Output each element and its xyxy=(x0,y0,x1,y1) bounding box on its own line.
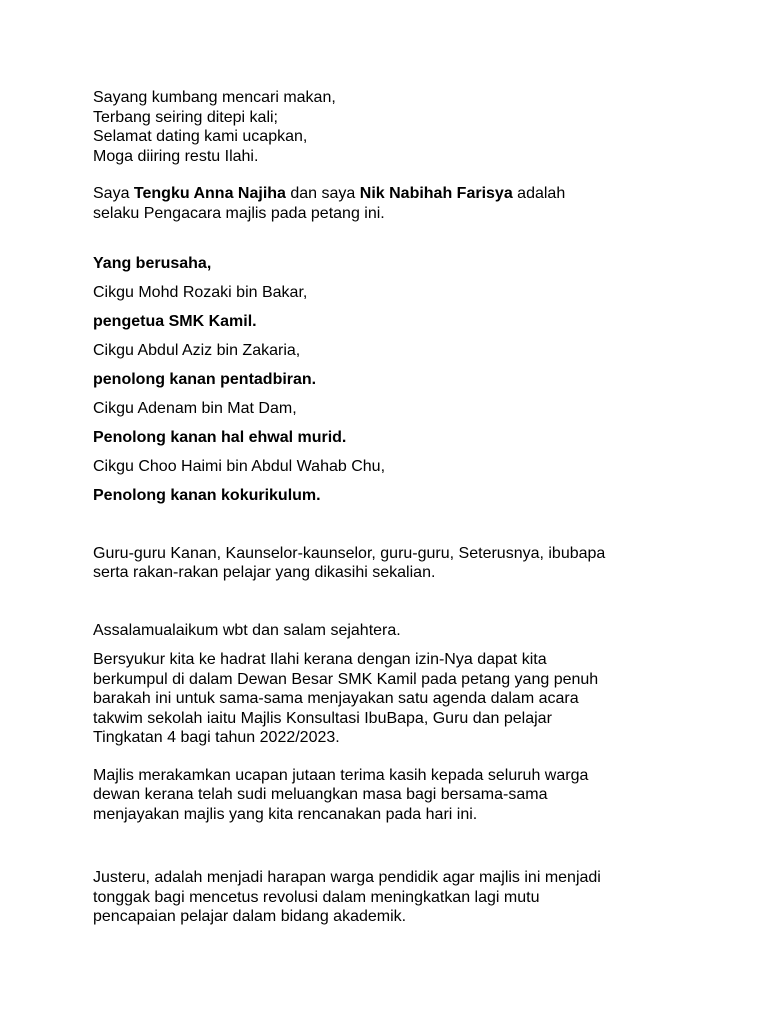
intro-text: dan saya xyxy=(285,185,360,202)
paragraph-line: Justeru, adalah menjadi harapan warga pendidik agar majlis ini menjadi xyxy=(93,869,601,886)
paragraph-line: barakah ini untuk sama-sama menjayakan satu agenda dalam acara xyxy=(93,690,579,707)
intro-text: Saya xyxy=(93,185,134,202)
audience-paragraph xyxy=(93,544,733,583)
intro-line xyxy=(93,184,733,204)
official-name: Cikgu Abdul Aziz bin Zakaria, xyxy=(93,342,301,359)
pantun-line: Terbang seiring ditepi kali; xyxy=(93,108,278,126)
pantun-verse xyxy=(93,88,733,166)
audience-line: Guru-guru Kanan, Kaunselor-kaunselor, guru-guru, Seterusnya, ibubapa xyxy=(93,544,606,562)
pantun-line: Sayang kumbang mencari makan, xyxy=(93,89,336,106)
official-title: penolong kanan pentadbiran. xyxy=(93,371,317,388)
document-page xyxy=(93,88,733,927)
greeting-header: Yang berusaha, xyxy=(93,255,212,272)
paragraph-line: Majlis merakamkan ucapan jutaan terima kasih kepada seluruh warga xyxy=(93,766,589,784)
paragraph-3 xyxy=(93,868,733,927)
official-title: Penolong kanan kokurikulum. xyxy=(93,487,321,504)
paragraph-line: Bersyukur kita ke hadrat Ilahi kerana dengan izin-Nya dapat kita xyxy=(93,651,547,668)
paragraph-line: Tingkatan 4 bagi tahun 2022/2023. xyxy=(93,729,340,746)
intro-line: selaku Pengacara majlis pada petang ini. xyxy=(93,204,385,222)
emcee-name-1: Tengku Anna Najiha xyxy=(133,185,286,202)
audience-line: serta rakan-rakan pelajar yang dikasihi sekalian. xyxy=(93,564,436,581)
official-name: Cikgu Choo Haimi bin Abdul Wahab Chu, xyxy=(93,458,386,475)
official-title: pengetua SMK Kamil. xyxy=(93,313,257,330)
officials-list xyxy=(93,254,733,506)
official-name: Cikgu Mohd Rozaki bin Bakar, xyxy=(93,284,308,301)
salam-line: Assalamualaikum wbt dan salam sejahtera. xyxy=(93,621,401,639)
paragraph-2 xyxy=(93,766,733,825)
intro-text: adalah xyxy=(512,185,566,202)
paragraph-line: tonggak bagi mencetus revolusi dalam meningkatkan lagi mutu xyxy=(93,888,540,906)
paragraph-1 xyxy=(93,650,733,748)
official-name: Cikgu Adenam bin Mat Dam, xyxy=(93,400,297,417)
paragraph-line: takwim sekolah iaitu Majlis Konsultasi IbuBapa, Guru dan pelajar xyxy=(93,709,552,727)
paragraph-line: berkumpul di dalam Dewan Besar SMK Kamil pada petang yang penuh xyxy=(93,670,599,688)
paragraph-line: pencapaian pelajar dalam bidang akademik. xyxy=(93,908,407,925)
salam-paragraph xyxy=(93,621,733,641)
official-title: Penolong kanan hal ehwal murid. xyxy=(93,429,347,446)
intro-paragraph xyxy=(93,184,733,223)
paragraph-line: menjayakan majlis yang kita rencanakan pada hari ini. xyxy=(93,805,478,823)
pantun-line: Moga diiring restu Ilahi. xyxy=(93,147,259,165)
paragraph-line: dewan kerana telah sudi meluangkan masa bagi bersama-sama xyxy=(93,786,548,803)
pantun-line: Selamat dating kami ucapkan, xyxy=(93,128,308,145)
emcee-name-2: Nik Nabihah Farisya xyxy=(359,185,513,202)
